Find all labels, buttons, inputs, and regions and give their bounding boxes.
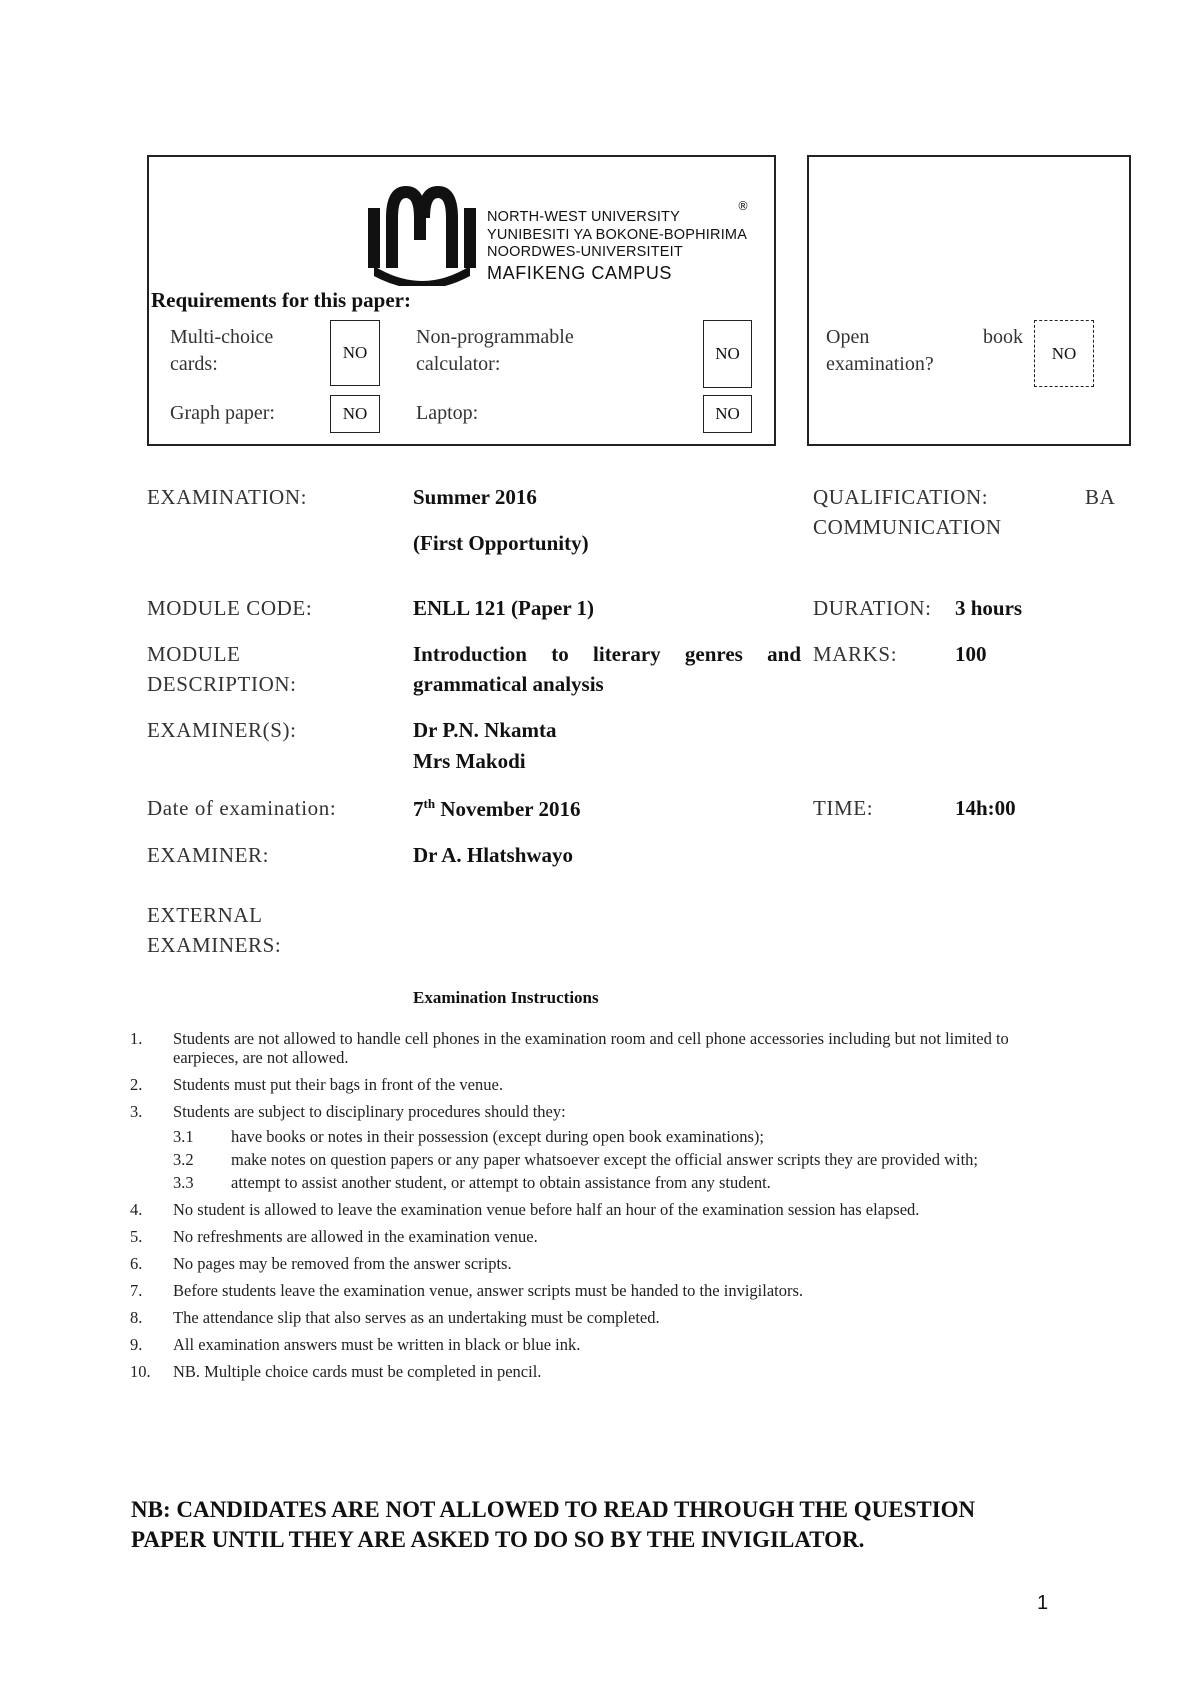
list-item: 8. The attendance slip that also serves as an undertaking must be completed. [130, 1308, 660, 1327]
instructions-list [130, 1029, 1060, 1389]
open-book-label-c: examination? [826, 353, 934, 375]
marks-value: 100 [955, 642, 987, 666]
duration-label: DURATION: [813, 596, 932, 620]
open-book-label-b: book [983, 326, 1023, 348]
open-book-label-a: Open [826, 326, 870, 348]
list-subitem: 3.3 attempt to assist another student, or attempt to obtain assistance from any student. [173, 1173, 771, 1192]
calculator-label: Non-programmable calculator: [416, 326, 574, 375]
list-item: 3. Students are subject to disciplinary procedures should they: [130, 1102, 566, 1121]
module-description-label-b: DESCRIPTION: [147, 672, 297, 696]
open-book-box [807, 155, 1131, 446]
qualification-value-a: BA [1085, 485, 1116, 509]
open-book-value: NO [1034, 320, 1094, 387]
list-subitem: 3.2 make notes on question papers or any paper whatsoever except the official answer scripts they are provided with; [173, 1150, 978, 1169]
moderator-value: Dr A. Hlatshwayo [413, 843, 574, 867]
examiner-1: Dr P.N. Nkamta [413, 718, 557, 742]
graph-paper-label: Graph paper: [170, 402, 275, 424]
list-item: 4. No student is allowed to leave the examination venue before half an hour of the examination session has elapsed. [130, 1200, 920, 1219]
opportunity-value: (First Opportunity) [413, 531, 589, 555]
university-line: NORTH-WEST UNIVERSITY [487, 209, 680, 225]
university-line: NOORDWES-UNIVERSITEIT [487, 244, 683, 260]
qualification-label: QUALIFICATION: [813, 485, 989, 509]
list-item: 9. All examination answers must be written in black or blue ink. [130, 1335, 581, 1354]
instructions-title: Examination Instructions [413, 988, 599, 1007]
mc-cards-label: Multi-choice cards: [170, 326, 274, 375]
external-examiners-label-b: EXAMINERS: [147, 933, 282, 957]
date-label: Date of examination: [147, 796, 337, 820]
laptop-value: NO [703, 395, 752, 433]
moderator-label: EXAMINER: [147, 843, 270, 867]
module-description-value-a: Introduction to literary genres and [413, 642, 801, 666]
module-code-value: ENLL 121 (Paper 1) [413, 596, 595, 620]
external-examiners-label-a: EXTERNAL [147, 903, 263, 927]
university-name [487, 209, 747, 284]
list-item: 2. Students must put their bags in front of the venue. [130, 1075, 503, 1094]
calculator-value: NO [703, 320, 752, 388]
date-value: 7th November 2016 [413, 796, 581, 821]
qualification-value-b: COMMUNICATION [813, 515, 1002, 539]
university-line: YUNIBESITI YA BOKONE-BOPHIRIMA [487, 226, 748, 243]
graph-paper-value: NO [330, 395, 380, 433]
list-item: 7. Before students leave the examination venue, answer scripts must be handed to the invigilators. [130, 1281, 804, 1300]
examination-value: Summer 2016 [413, 485, 537, 509]
module-description-label-a: MODULE [147, 642, 241, 666]
campus-name: MAFIKENG CAMPUS [487, 262, 673, 283]
list-item: 10. NB. Multiple choice cards must be completed in pencil. [130, 1362, 542, 1381]
examiner-2: Mrs Makodi [413, 749, 526, 773]
duration-value: 3 hours [955, 596, 1023, 620]
university-logo [368, 178, 476, 286]
time-label: TIME: [813, 796, 874, 820]
module-code-label: MODULE CODE: [147, 596, 313, 620]
marks-label: MARKS: [813, 642, 898, 666]
page-number: 1 [1037, 1592, 1049, 1614]
registered-mark: ® [737, 199, 749, 213]
laptop-label: Laptop: [416, 402, 479, 424]
examiners-label: EXAMINER(S): [147, 718, 297, 742]
time-value: 14h:00 [955, 796, 1016, 820]
invigilator-notice: NB: CANDIDATES ARE NOT ALLOWED TO READ THROUGH THE QUESTION PAPER UNTIL THEY ARE ASKED TO DO SO BY THE INVIGILATOR. [131, 1497, 976, 1552]
examination-label: EXAMINATION: [147, 485, 308, 509]
mc-cards-value: NO [330, 320, 380, 386]
list-item: 1. Students are not allowed to handle cell phones in the examination room and cell phone accessories including but not limited to earpieces, are not allowed. [130, 1029, 1009, 1067]
list-item: 5. No refreshments are allowed in the examination venue. [130, 1227, 538, 1246]
module-description-value-b: grammatical analysis [413, 672, 604, 696]
list-item: 6. No pages may be removed from the answer scripts. [130, 1254, 512, 1273]
list-subitem: 3.1 have books or notes in their possession (except during open book examinations); [173, 1127, 764, 1146]
requirements-title: Requirements for this paper: [151, 288, 411, 312]
